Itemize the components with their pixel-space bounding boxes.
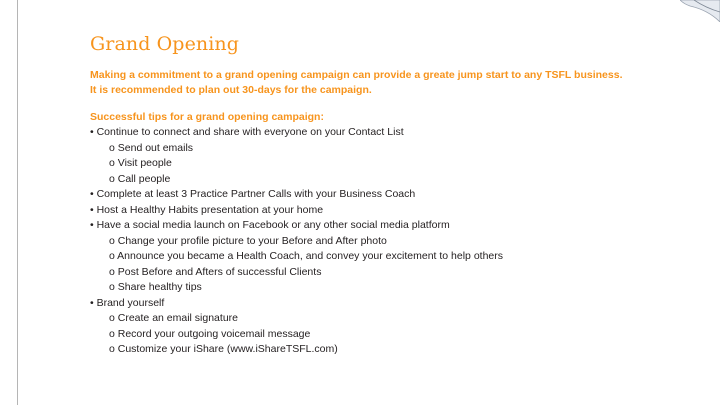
sub-tip-list <box>90 311 700 358</box>
sub-tip-item: o Call people <box>109 172 171 185</box>
sub-tip-item: o Record your outgoing voicemail message <box>109 327 311 340</box>
sub-tip-item: o Post Before and Afters of successful Clients <box>109 265 322 278</box>
intro-line: Making a commitment to a grand opening campaign can provide a greate jump start to any TSFL business. <box>90 69 623 81</box>
sub-tip-item: o Send out emails <box>109 141 194 154</box>
intro-paragraph <box>90 68 700 98</box>
tip-item <box>90 187 700 203</box>
tips-heading: Successful tips for a grand opening campaign: <box>90 111 324 123</box>
slide-content <box>90 32 700 358</box>
sub-tip-item: o Share healthy tips <box>109 281 202 293</box>
tip-text: • Continue to connect and share with everyone on your Contact List <box>90 126 404 138</box>
sub-tip-item: o Announce you became a Health Coach, and convey your excitement to help others <box>109 250 503 262</box>
tip-text: • Have a social media launch on Facebook or any other social media platform <box>90 219 450 231</box>
tip-text: • Host a Healthy Habits presentation at your home <box>90 203 324 216</box>
intro-line: It is recommended to plan out 30-days for the campaign. <box>90 84 372 96</box>
sub-tip-list <box>90 234 700 296</box>
tip-item <box>90 203 700 219</box>
page-title: Grand Opening <box>90 33 240 55</box>
left-margin-rule <box>17 0 18 405</box>
sub-tip-item: o Visit people <box>109 157 172 169</box>
tip-item <box>90 125 700 187</box>
sub-tip-item: o Customize your iShare (www.iShareTSFL.com) <box>109 343 338 355</box>
tip-text: • Complete at least 3 Practice Partner Calls with your Business Coach <box>90 188 416 200</box>
tip-item <box>90 296 700 358</box>
corner-decoration <box>680 0 720 22</box>
sub-tip-item: o Change your profile picture to your Before and After photo <box>109 234 387 247</box>
sub-tip-list <box>90 141 700 188</box>
sub-tip-item: o Create an email signature <box>109 312 238 324</box>
tips-list <box>90 125 700 358</box>
tip-text: • Brand yourself <box>90 296 165 309</box>
tip-item <box>90 218 700 296</box>
